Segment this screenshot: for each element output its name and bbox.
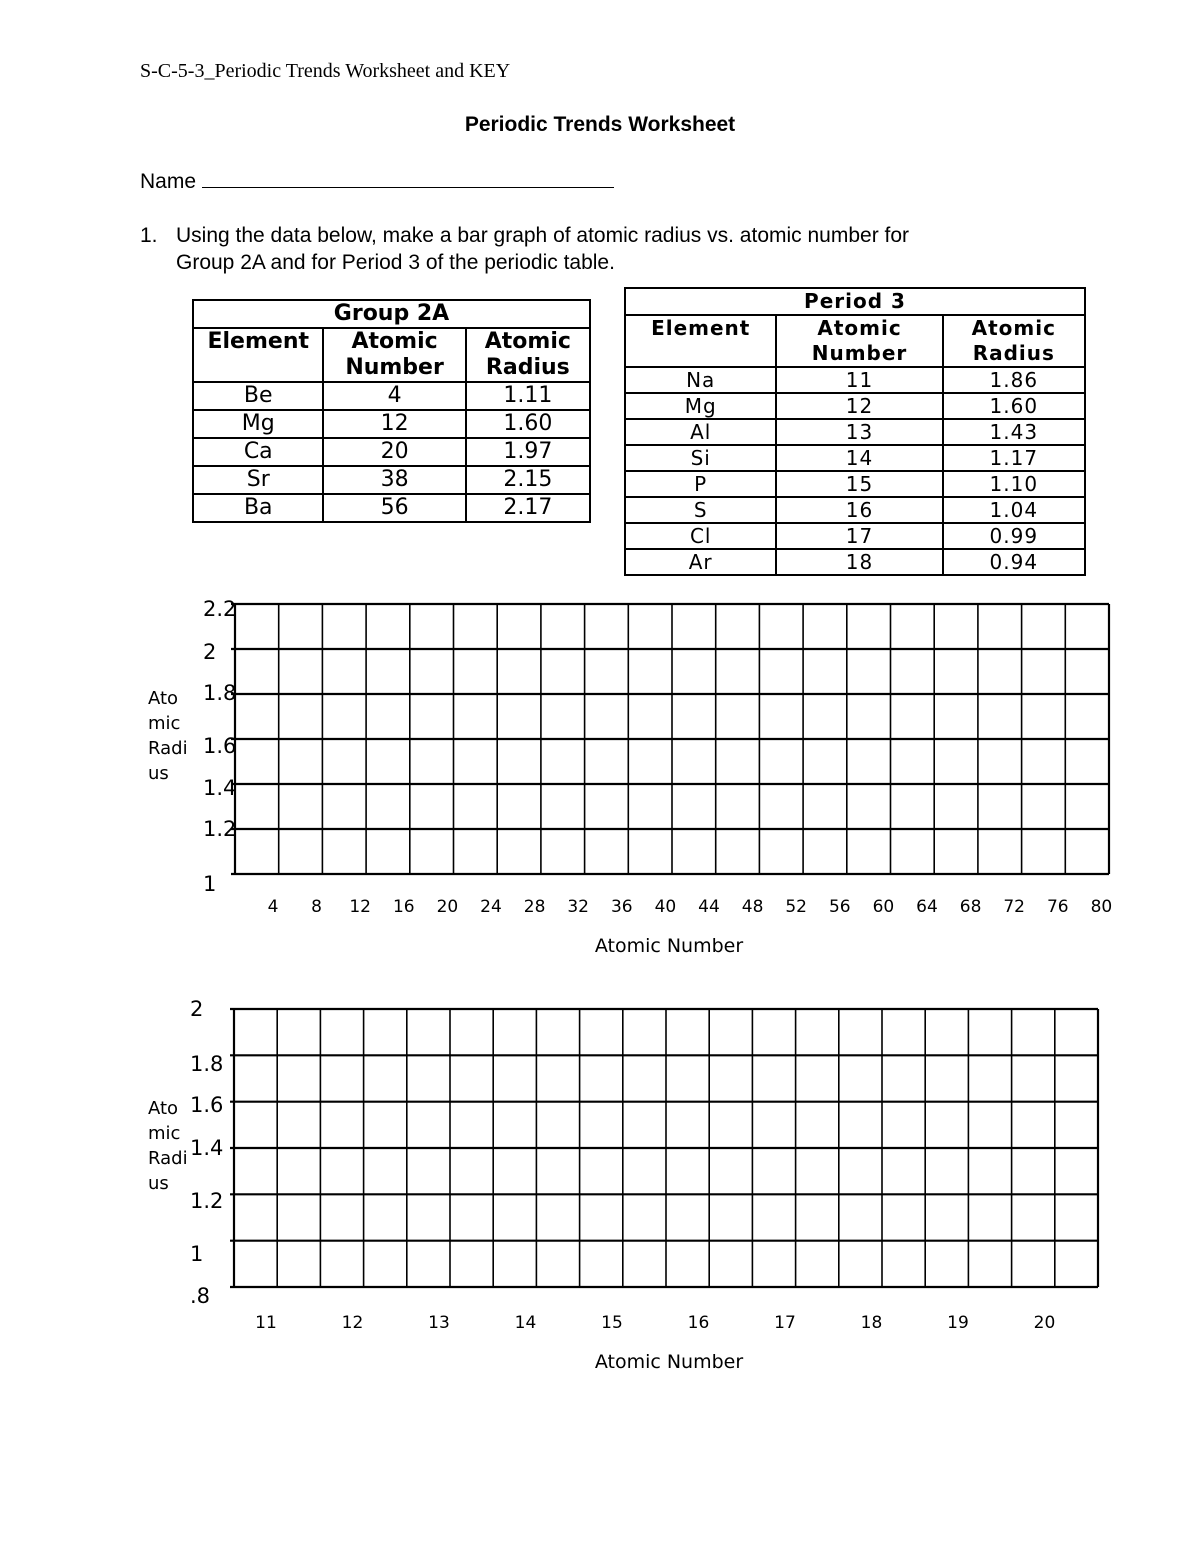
- x-tick-label: 52: [785, 897, 807, 917]
- table-cell: Ca: [193, 438, 323, 466]
- x-tick-label: 20: [1033, 1313, 1056, 1333]
- y-tick-label: 1.6: [203, 734, 237, 758]
- x-tick-label: 16: [392, 897, 415, 917]
- table-cell: 20: [323, 438, 465, 466]
- table-cell: Al: [625, 419, 776, 445]
- x-tick-label: 4: [267, 897, 279, 917]
- table-cell: 1.60: [943, 393, 1085, 419]
- x-tick-label: 60: [872, 897, 895, 917]
- table-cell: Sr: [193, 466, 323, 494]
- table-cell: 1.10: [943, 471, 1085, 497]
- y-axis-title: Ato mic Radi us: [148, 1098, 188, 1194]
- x-tick-label: 18: [860, 1313, 883, 1333]
- x-tick-label: 14: [514, 1313, 537, 1333]
- table-cell: 12: [323, 410, 465, 438]
- table-cell: P: [625, 471, 776, 497]
- x-tick-label: 24: [480, 897, 502, 917]
- table-cell: 15: [776, 471, 942, 497]
- x-tick-label: 20: [436, 897, 459, 917]
- table-cell: 14: [776, 445, 942, 471]
- period3-header-0: Element: [625, 315, 776, 367]
- table-cell: 56: [323, 494, 465, 522]
- y-tick-label: 1.2: [203, 817, 237, 841]
- x-tick-label: 32: [567, 897, 589, 917]
- table-cell: Ar: [625, 549, 776, 575]
- table-cell: Cl: [625, 523, 776, 549]
- x-tick-label: 28: [523, 897, 546, 917]
- x-tick-label: 44: [698, 897, 720, 917]
- y-tick-label: 1.4: [203, 776, 237, 800]
- table-cell: 1.86: [943, 367, 1085, 393]
- table-cell: 1.04: [943, 497, 1085, 523]
- group2a-title: Group 2A: [193, 300, 590, 328]
- y-tick-label: 1.8: [190, 1052, 224, 1076]
- y-tick-label: 1: [203, 872, 217, 896]
- table-cell: Na: [625, 367, 776, 393]
- table-cell: Ba: [193, 494, 323, 522]
- y-tick-label: 2: [190, 997, 204, 1021]
- period3-header-1: Atomic Number: [776, 315, 942, 367]
- table-cell: 1.11: [466, 382, 590, 410]
- table-cell: 13: [776, 419, 942, 445]
- x-tick-label: 19: [947, 1313, 969, 1333]
- question-number: 1.: [140, 224, 158, 247]
- table-cell: Be: [193, 382, 323, 410]
- group2a-header-0: Element: [193, 328, 323, 382]
- question-line-2: Group 2A and for Period 3 of the periodic table.: [176, 251, 615, 274]
- y-tick-label: 1.2: [190, 1189, 224, 1213]
- table-cell: 0.94: [943, 549, 1085, 575]
- table-cell: 17: [776, 523, 942, 549]
- x-tick-label: 64: [916, 897, 938, 917]
- table-cell: 1.60: [466, 410, 590, 438]
- y-axis-title: Ato mic Radi us: [148, 688, 188, 784]
- table-cell: 1.17: [943, 445, 1085, 471]
- table-cell: 16: [776, 497, 942, 523]
- x-tick-label: 56: [828, 897, 851, 917]
- y-tick-label: 1.8: [203, 681, 237, 705]
- table-cell: 2.15: [466, 466, 590, 494]
- table-cell: 0.99: [943, 523, 1085, 549]
- question-line-1: Using the data below, make a bar graph of atomic radius vs. atomic number for: [176, 224, 910, 247]
- x-tick-label: 12: [341, 1313, 364, 1333]
- x-tick-label: 36: [610, 897, 633, 917]
- table-cell: Mg: [193, 410, 323, 438]
- x-tick-label: 76: [1046, 897, 1069, 917]
- table-cell: 11: [776, 367, 942, 393]
- x-tick-label: 48: [741, 897, 764, 917]
- document-header: S-C-5-3_Periodic Trends Worksheet and KEY: [140, 60, 511, 82]
- table-cell: 18: [776, 549, 942, 575]
- x-tick-label: 72: [1003, 897, 1025, 917]
- x-tick-label: 80: [1090, 897, 1113, 917]
- x-tick-label: 68: [959, 897, 982, 917]
- table-cell: Si: [625, 445, 776, 471]
- y-tick-label: 1.6: [190, 1093, 224, 1117]
- table-cell: 4: [323, 382, 465, 410]
- y-tick-label: .8: [190, 1284, 211, 1308]
- group2a-header-2: Atomic Radius: [466, 328, 590, 382]
- period3-title: Period 3: [625, 288, 1085, 315]
- y-tick-label: 1.4: [190, 1136, 224, 1160]
- table-cell: 1.43: [943, 419, 1085, 445]
- table-cell: 12: [776, 393, 942, 419]
- table-cell: S: [625, 497, 776, 523]
- x-axis-title: Atomic Number: [594, 935, 744, 957]
- x-tick-label: 11: [255, 1313, 277, 1333]
- y-tick-label: 2: [203, 640, 217, 664]
- x-tick-label: 17: [774, 1313, 796, 1333]
- table-cell: 2.17: [466, 494, 590, 522]
- group2a-header-1: Atomic Number: [323, 328, 465, 382]
- table-cell: Mg: [625, 393, 776, 419]
- x-axis-title: Atomic Number: [594, 1351, 744, 1373]
- y-tick-label: 2.2: [203, 597, 237, 621]
- page-title: Periodic Trends Worksheet: [464, 113, 736, 136]
- name-label: Name: [140, 170, 197, 193]
- table-cell: 1.97: [466, 438, 590, 466]
- x-tick-label: 16: [687, 1313, 710, 1333]
- x-tick-label: 15: [601, 1313, 623, 1333]
- table-cell: 38: [323, 466, 465, 494]
- period3-header-2: Atomic Radius: [943, 315, 1085, 367]
- y-tick-label: 1: [190, 1242, 204, 1266]
- x-tick-label: 12: [349, 897, 371, 917]
- x-tick-label: 40: [654, 897, 677, 917]
- x-tick-label: 8: [311, 897, 322, 917]
- x-tick-label: 13: [428, 1313, 450, 1333]
